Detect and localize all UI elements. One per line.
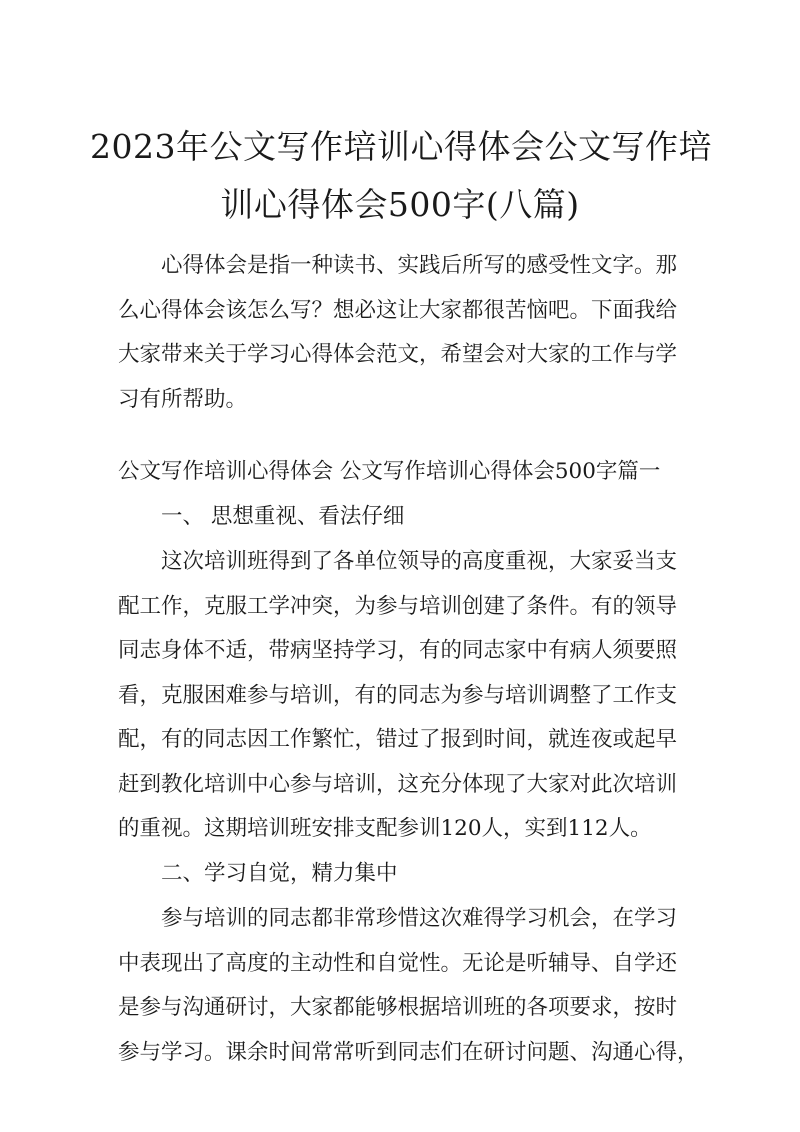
text-line: 看，克服困难参与培训，有的同志为参与培训调整了工作支 — [118, 682, 678, 708]
text-line: 赶到教化培训中心参与培训，这充分体现了大家对此次培训 — [118, 771, 678, 797]
text-line: 么心得体会该怎么写？想必这让大家都很苦恼吧。下面我给 — [118, 297, 678, 323]
text-line: 参与培训的同志都非常珍惜这次难得学习机会，在学习 — [161, 906, 678, 931]
text-line: 参与学习。课余时间常常听到同志们在研讨问题、沟通心得， — [118, 1039, 699, 1065]
heading-1: 一、 思想重视、看法仔细 — [161, 504, 405, 529]
text-line: 同志身体不适，带病坚持学习，有的同志家中有病人须要照 — [118, 638, 678, 663]
section-title: 公文写作培训心得体会 公文写作培训心得体会500字篇一 — [118, 459, 661, 484]
text-line: 这次培训班得到了各单位领导的高度重视，大家妥当支 — [161, 549, 678, 574]
text-line: 的重视。这期培训班安排支配参训120人，实到112人。 — [118, 816, 652, 841]
title-line: 2023年公文写作培训心得体会公文写作培 — [90, 127, 712, 166]
paragraph-2 — [118, 897, 699, 1075]
title-line: 训心得体会500字(八篇) — [220, 185, 580, 224]
text-line: 大家带来关于学习心得体会范文，希望会对大家的工作与学 — [118, 342, 678, 367]
text-line: 是参与沟通研讨，大家都能够根据培训班的各项要求，按时 — [118, 995, 678, 1020]
text-line: 配，有的同志因工作繁忙，错过了报到时间，就连夜或起早 — [118, 727, 678, 752]
heading-2: 二、学习自觉，精力集中 — [161, 861, 398, 886]
text-line: 配工作，克服工学冲突，为参与培训创建了条件。有的领导 — [118, 593, 678, 619]
document-title — [90, 118, 710, 234]
text-line: 中表现出了高度的主动性和自觉性。无论是听辅导、自学还 — [118, 950, 678, 976]
text-line: 习有所帮助。 — [118, 386, 248, 412]
text-line: 心得体会是指一种读书、实践后所写的感受性文字。那 — [161, 253, 678, 278]
intro-paragraph — [118, 244, 683, 422]
paragraph-1 — [118, 540, 683, 852]
